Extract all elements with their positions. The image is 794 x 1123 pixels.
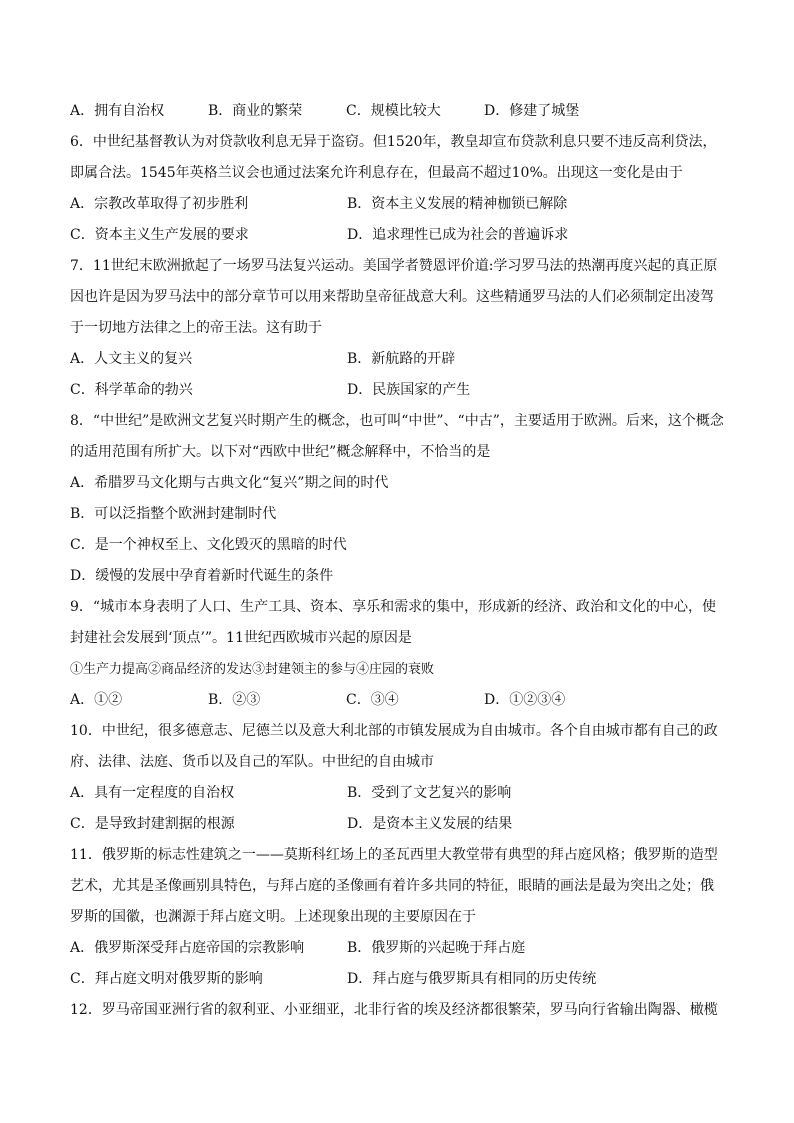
q7-option-d: D．民族国家的产生 bbox=[347, 382, 471, 398]
q11-options-row bbox=[70, 933, 724, 964]
q6-options-row bbox=[70, 189, 724, 220]
q7-options-row bbox=[70, 375, 724, 406]
q10-options-row bbox=[70, 778, 724, 809]
q12-stem-line: 12．罗马帝国亚洲行省的叙利亚、小亚细亚，北非行省的埃及经济都很繁荣，罗马向行省输出陶器、橄榄 bbox=[70, 1002, 718, 1018]
q8-stem-line: 8．“中世纪”是欧洲文艺复兴时期产生的概念，也可叫“中世”、“中古”，主要适用于欧洲。后来，这个概念 bbox=[70, 413, 724, 429]
q5-option-d: D．修建了城堡 bbox=[484, 103, 580, 119]
q8-option-c: C．是一个神权至上、文化毁灭的黑暗的时代 bbox=[70, 537, 347, 553]
q10-option-c: C．是导致封建割据的根源 bbox=[70, 816, 235, 832]
q6-stem-line: 6．中世纪基督教认为对贷款收利息无异于盗窃。但1520年，教皇却宣布贷款利息只要不违反高利贷法， bbox=[70, 134, 717, 150]
q11-option-d: D．拜占庭与俄罗斯具有相同的历史传统 bbox=[347, 971, 597, 987]
q5-option-a: A．拥有自治权 bbox=[70, 103, 165, 119]
q11-option-c: C．拜占庭文明对俄罗斯的影响 bbox=[70, 971, 263, 987]
q11-stem-line: 艺术，尤其是圣像画别具特色，与拜占庭的圣像画有着许多共同的特征，眼睛的画法是最为突出之处；俄 bbox=[70, 878, 714, 894]
q11-option-a: A．俄罗斯深受拜占庭帝国的宗教影响 bbox=[70, 940, 305, 956]
q6-option-b: B．资本主义发展的精神枷锁已解除 bbox=[347, 196, 568, 212]
q11-option-b: B．俄罗斯的兴起晚于拜占庭 bbox=[347, 940, 526, 956]
q9-options bbox=[70, 685, 724, 716]
q7-option-c: C．科学革命的勃兴 bbox=[70, 382, 193, 398]
q9-stem-line: 9．“城市本身表明了人口、生产工具、资本、享乐和需求的集中，形成新的经济、政治和文化的中心，使 bbox=[70, 599, 717, 615]
q7-options-row bbox=[70, 344, 724, 375]
q11-stem-line: 11．俄罗斯的标志性建筑之一——莫斯科红场上的圣瓦西里大教堂带有典型的拜占庭风格；俄罗斯的造型 bbox=[70, 847, 718, 863]
q10-stem-line: 10．中世纪，很多德意志、尼德兰以及意大利北部的市镇发展成为自由城市。各个自由城市都有自己的政 bbox=[70, 723, 718, 739]
q11-stem-line: 罗斯的国徽，也渊源于拜占庭文明。上述现象出现的主要原因在于 bbox=[70, 909, 476, 925]
q8-option-b: B．可以泛指整个欧洲封建制时代 bbox=[70, 506, 277, 522]
q9-option-a: A．①② bbox=[70, 692, 123, 708]
q8-option-d: D．缓慢的发展中孕育着新时代诞生的条件 bbox=[70, 568, 334, 584]
q10-option-a: A．具有一定程度的自治权 bbox=[70, 785, 235, 801]
q5-option-b: B．商业的繁荣 bbox=[208, 103, 303, 119]
q7-stem-line: 于一切地方法律之上的帝王法。这有助于 bbox=[70, 320, 322, 336]
q10-stem-line: 府、法律、法庭、货币以及自己的军队。中世纪的自由城市 bbox=[70, 754, 434, 770]
q6-option-c: C．资本主义生产发展的要求 bbox=[70, 227, 249, 243]
q7-stem-line: 7．11世纪末欧洲掀起了一场罗马法复兴运动。美国学者赞恩评价道:学习罗马法的热潮再度兴起的真正原 bbox=[70, 258, 718, 274]
q6-option-a: A．宗教改革取得了初步胜利 bbox=[70, 196, 249, 212]
q10-options-row bbox=[70, 809, 724, 840]
q10-option-b: B．受到了文艺复兴的影响 bbox=[347, 785, 512, 801]
q5-options bbox=[70, 96, 724, 127]
q9-option-c: C．③④ bbox=[346, 692, 399, 708]
q9-stem-line: 封建社会发展到‘顶点’”。11世纪西欧城市兴起的原因是 bbox=[70, 630, 412, 646]
q8-option-a: A．希腊罗马文化期与古典文化“复兴”期之间的时代 bbox=[70, 475, 389, 491]
q7-option-a: A．人文主义的复兴 bbox=[70, 351, 193, 367]
q8-stem-line: 的适用范围有所扩大。以下对“西欧中世纪”概念解释中，不恰当的是 bbox=[70, 444, 491, 460]
q5-option-c: C．规模比较大 bbox=[346, 103, 441, 119]
q6-option-d: D．追求理性已成为社会的普遍诉求 bbox=[347, 227, 569, 243]
q7-stem-line: 因也许是因为罗马法中的部分章节可以用来帮助皇帝征战意大利。这些精通罗马法的人们必须制定出凌驾 bbox=[70, 289, 714, 305]
q11-options-row bbox=[70, 964, 724, 995]
q9-option-b: B．②③ bbox=[208, 692, 261, 708]
q9-option-d: D．①②③④ bbox=[484, 692, 566, 708]
q7-option-b: B．新航路的开辟 bbox=[347, 351, 456, 367]
q9-choice-note: ①生产力提高②商品经济的发达③封建领主的参与④庄园的衰败 bbox=[70, 662, 435, 677]
q6-options-row bbox=[70, 220, 724, 251]
q10-option-d: D．是资本主义发展的结果 bbox=[347, 816, 513, 832]
q6-stem-line: 即属合法。1545年英格兰议会也通过法案允许利息存在，但最高不超过10%。出现这一变化是由于 bbox=[70, 165, 683, 181]
